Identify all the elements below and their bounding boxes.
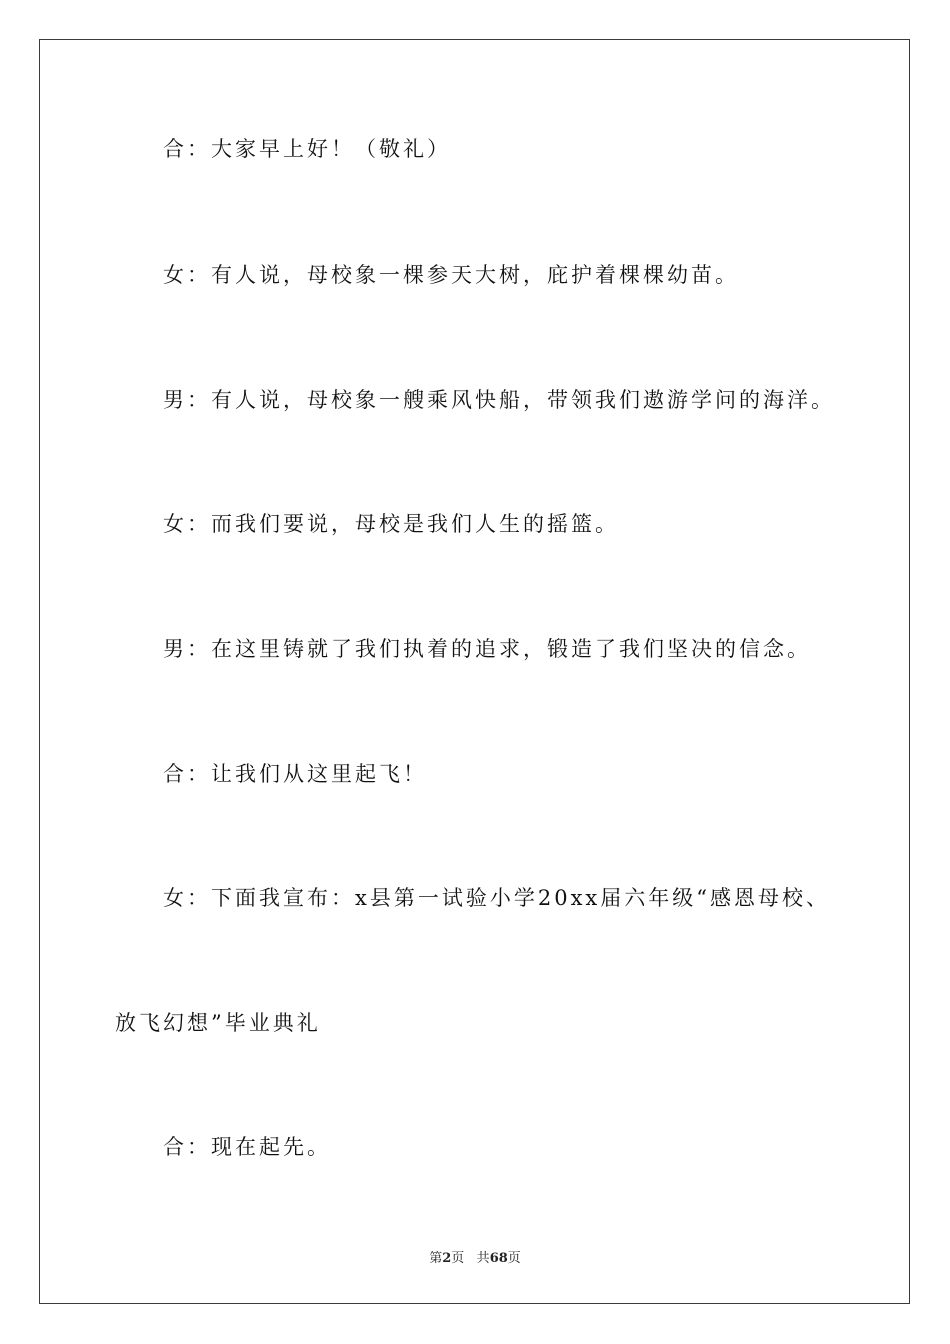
- footer-total-suffix: 页: [507, 1251, 521, 1266]
- footer-page-suffix: 页: [451, 1251, 465, 1266]
- page-footer: [0, 1247, 950, 1266]
- paragraph-5: 男：在这里铸就了我们执着的追求，锻造了我们坚决的信念。: [163, 637, 811, 661]
- paragraph-3: 男：有人说，母校象一艘乘风快船，带领我们遨游学问的海洋。: [163, 388, 835, 412]
- paragraph-7: 女：下面我宣布：x县第一试验小学20xx届六年级“感恩母校、: [163, 886, 830, 910]
- paragraph-2: 女：有人说，母校象一棵参天大树，庇护着棵棵幼苗。: [163, 263, 739, 287]
- footer-total-pages: 68: [489, 1251, 508, 1266]
- paragraph-7-continued: 放飞幻想”毕业典礼: [115, 1011, 321, 1035]
- paragraph-6: 合：让我们从这里起飞！: [163, 762, 427, 786]
- paragraph-1: 合：大家早上好！（敬礼）: [163, 137, 451, 161]
- page-border: [39, 39, 910, 1304]
- footer-total-prefix: 共: [476, 1251, 490, 1266]
- footer-current-page: 2: [442, 1251, 452, 1266]
- footer-prefix: 第: [429, 1251, 443, 1266]
- paragraph-4: 女：而我们要说，母校是我们人生的摇篮。: [163, 512, 619, 536]
- paragraph-8: 合：现在起先。: [163, 1135, 331, 1159]
